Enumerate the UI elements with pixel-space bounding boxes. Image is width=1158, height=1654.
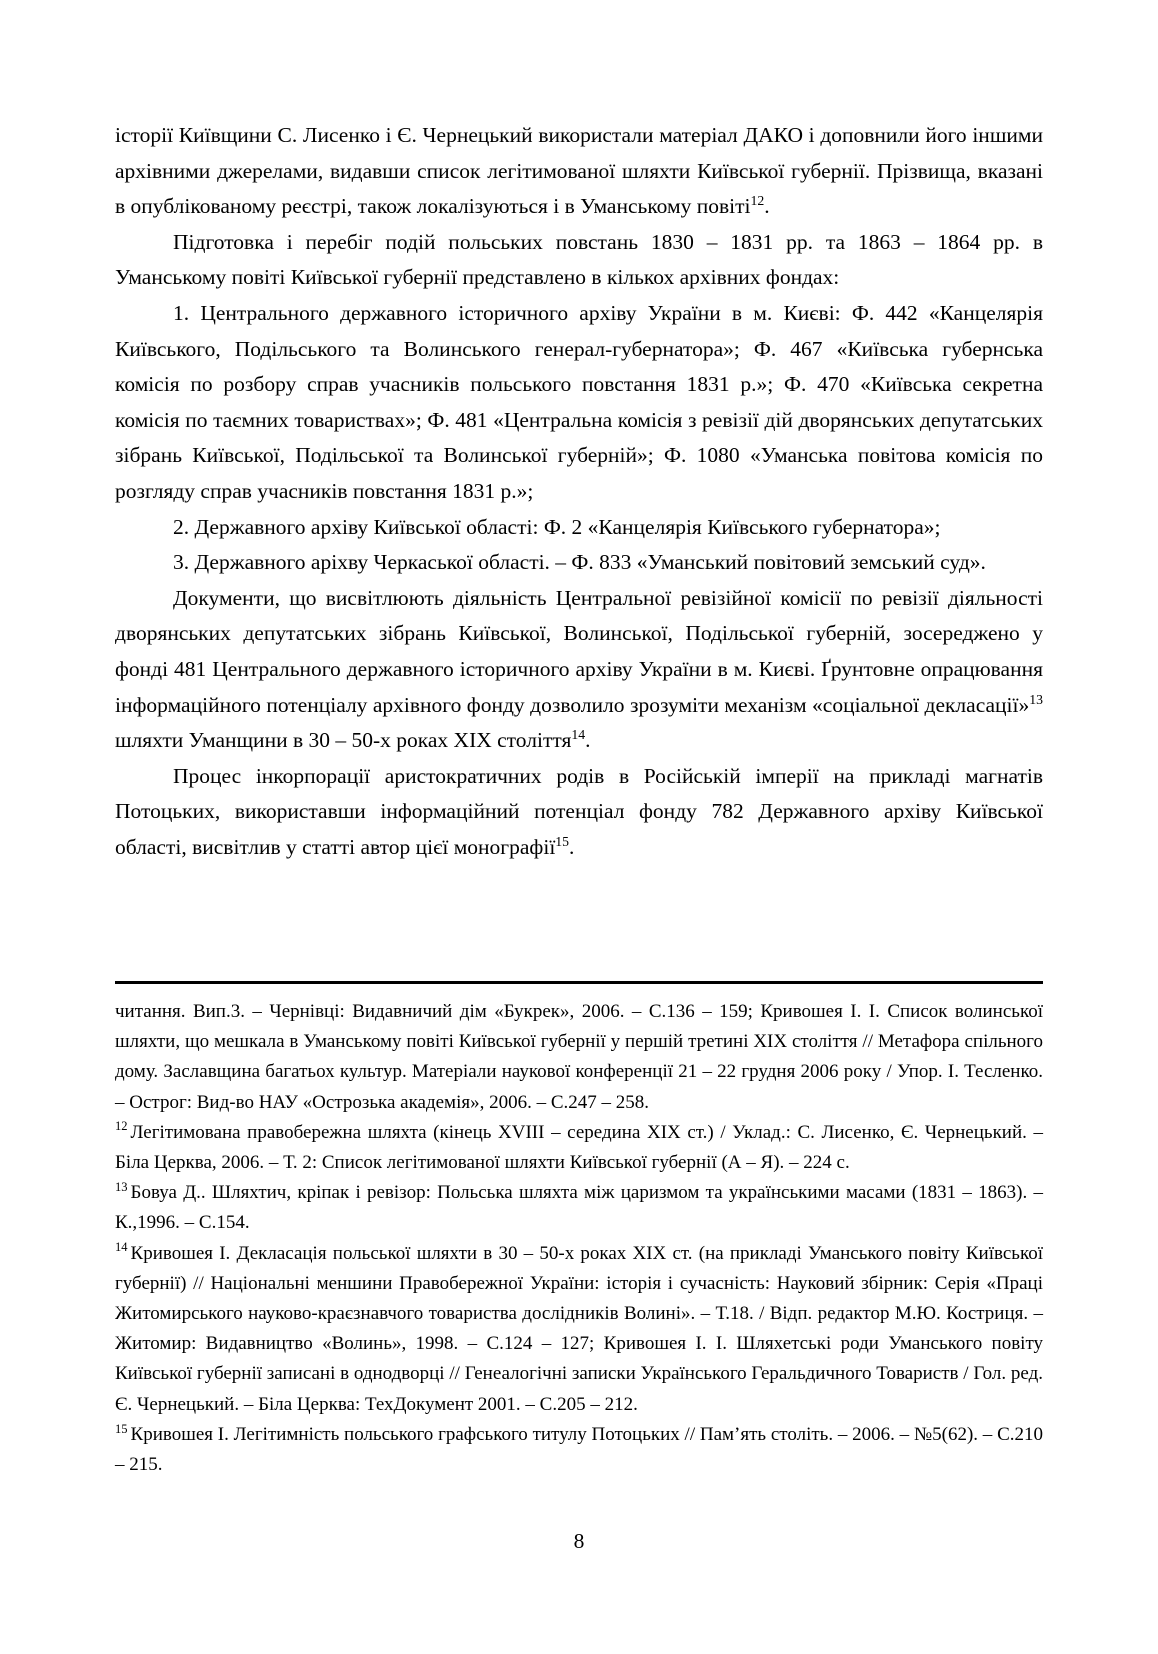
footnote-item-14 (115, 1239, 1043, 1420)
paragraph-documents (115, 581, 1043, 759)
page-number: 8 (573, 1529, 585, 1553)
footnote-text: читання. Вип.3. – Чернівці: Видавничий дім «Букрек», 2006. – С.136 – 159; Кривошея І. І. Список волинської шляхти, що мешкала в Уманському повіті Київської губернії у першій третині XIX століття // Метафора спільного дому. Заславщина багатьох культур. Матеріали наукової конференції 21 – 22 грудня 2006 року / Упор. І. Тесленко. – Острог: Вид-во НАУ «Острозька академія», 2006. – С.247 – 258. (115, 1001, 1043, 1113)
paragraph-archive-item-3 (115, 545, 1043, 581)
paragraph-archive-item-2 (115, 510, 1043, 546)
footnote-reference-15[interactable]: 15 (555, 833, 570, 849)
footnote-item-12 (115, 1118, 1043, 1178)
footnote-reference-13[interactable]: 13 (1029, 691, 1043, 707)
paragraph-text-before: Документи, що висвітлюють діяльність Центральної ревізійної комісії по ревізії діяльності дворянських депутатських зібрань Київської, Волинської, Подільської губерній, зосереджено у фонді 481 Центрального державного історичного архіву України в м. Києві. Ґрунтовне опрацювання інформаційного потенціалу архівного фонду дозволило зрозуміти механізм «соціальної декласації» (115, 585, 1043, 717)
paragraph-uprisings (115, 225, 1043, 296)
footnote-reference-12[interactable]: 12 (750, 193, 765, 209)
paragraph-tail: . (569, 834, 575, 859)
footnote-text: Бовуа Д.. Шляхтич, кріпак і ревізор: Польська шляхта між царизмом та українськими масами (1831 – 1863). – К.,1996. – С.154. (115, 1182, 1043, 1234)
footnote-separator-rule (115, 981, 1043, 984)
footnote-item-continuation (115, 997, 1043, 1118)
paragraph-tail: . (764, 194, 770, 219)
footnote-text: Легітимована правобережна шляхта (кінець XVIII – середина XIX ст.) / Уклад.: С. Лисенко, Є. Чернецький. – Біла Церква, 2006. – Т. 2: Список легітимованої шляхти Київської губернії (А – Я). – 224 с. (115, 1121, 1043, 1174)
paragraph-archive-item-1 (115, 296, 1043, 510)
paragraph-incorporation (115, 759, 1043, 866)
body-text-block (115, 118, 1043, 865)
footnotes-block (115, 997, 1043, 1480)
paragraph-continuation (115, 118, 1043, 225)
footnote-marker-13[interactable]: 13 (115, 1179, 128, 1194)
paragraph-text: 1. Центрального державного історичного архіву України в м. Києві: Ф. 442 «Канцелярія Київського, Подільського та Волинського генерал-губернатора»; Ф. 467 «Київська губернська комісія по розбору справ учасників польського повстання 1831 р.»; Ф. 470 «Київська секретна комісія по таємних товариствах»; Ф. 481 «Центральна комісія з ревізії дій дворянських депутатських зібрань Київської, Подільської та Волинської губерній»; Ф. 1080 «Уманська повітова комісія по розгляду справ учасників повстання 1831 р.»; (115, 300, 1043, 503)
paragraph-text: 2. Державного архіву Київської області: Ф. 2 «Канцелярія Київського губернатора»; (173, 514, 941, 539)
footnote-item-15 (115, 1420, 1043, 1480)
footnote-marker-15[interactable]: 15 (115, 1421, 128, 1436)
footnote-marker-14[interactable]: 14 (115, 1240, 128, 1255)
paragraph-text: історії Київщини С. Лисенко і Є. Чернецький використали матеріал ДАКО і доповнили його іншими архівними джерелами, видавши список легітимованої шляхти Київської губернії. Прізвища, вказані в опублікованому реєстрі, також локалізуються і в Уманському повіті (115, 123, 1043, 219)
paragraph-text: Процес інкорпорації аристократичних родів в Російській імперії на прикладі магнатів Потоцьких, використавши інформаційний потенціал фонду 782 Державного архіву Київської області, висвітлив у статті автор цієї монографії (115, 763, 1043, 859)
paragraph-text: Підготовка і перебіг подій польських повстань 1830 – 1831 рр. та 1863 – 1864 рр. в Уманському повіті Київської губернії представлено в кількох архівних фондах: (115, 229, 1043, 290)
footnote-marker-12[interactable]: 12 (115, 1119, 128, 1134)
paragraph-text: 3. Державного аріхву Черкаської області. – Ф. 833 «Уманський повітовий земський суд». (173, 550, 986, 575)
footnote-text: Кривошея І. Легітимність польського графського титулу Потоцьких // Пам’ять століть. – 2006. – №5(62). – С.210 – 215. (115, 1423, 1043, 1476)
footnote-text: Кривошея І. Декласація польської шляхти в 30 – 50-х роках XIX ст. (на прикладі Уманського повіту Київської губернії) // Національні меншини Правобережної України: історія і сучасність: Науковий збірник: Серія «Праці Житомирського науково-краєзнавчого товариства дослідників Волині». – Т.18. / Відп. редактор М.Ю. Костриця. – Житомир: Видавництво «Волинь», 1998. – С.124 – 127; Кривошея І. І. Шляхетські роди Уманського повіту Київської губернії записані в однодворці // Генеалогічні записки Українського Геральдичного Товариств / Гол. ред. Є. Чернецький. – Біла Церква: ТехДокумент 2001. – С.205 – 212. (115, 1242, 1043, 1415)
footnote-reference-14[interactable]: 14 (571, 726, 586, 742)
footnote-item-13 (115, 1178, 1043, 1238)
paragraph-tail: . (585, 728, 591, 753)
paragraph-text-middle: шляхти Уманщини в 30 – 50-х роках XIX століття (115, 728, 572, 753)
main-text-column (115, 118, 1043, 865)
